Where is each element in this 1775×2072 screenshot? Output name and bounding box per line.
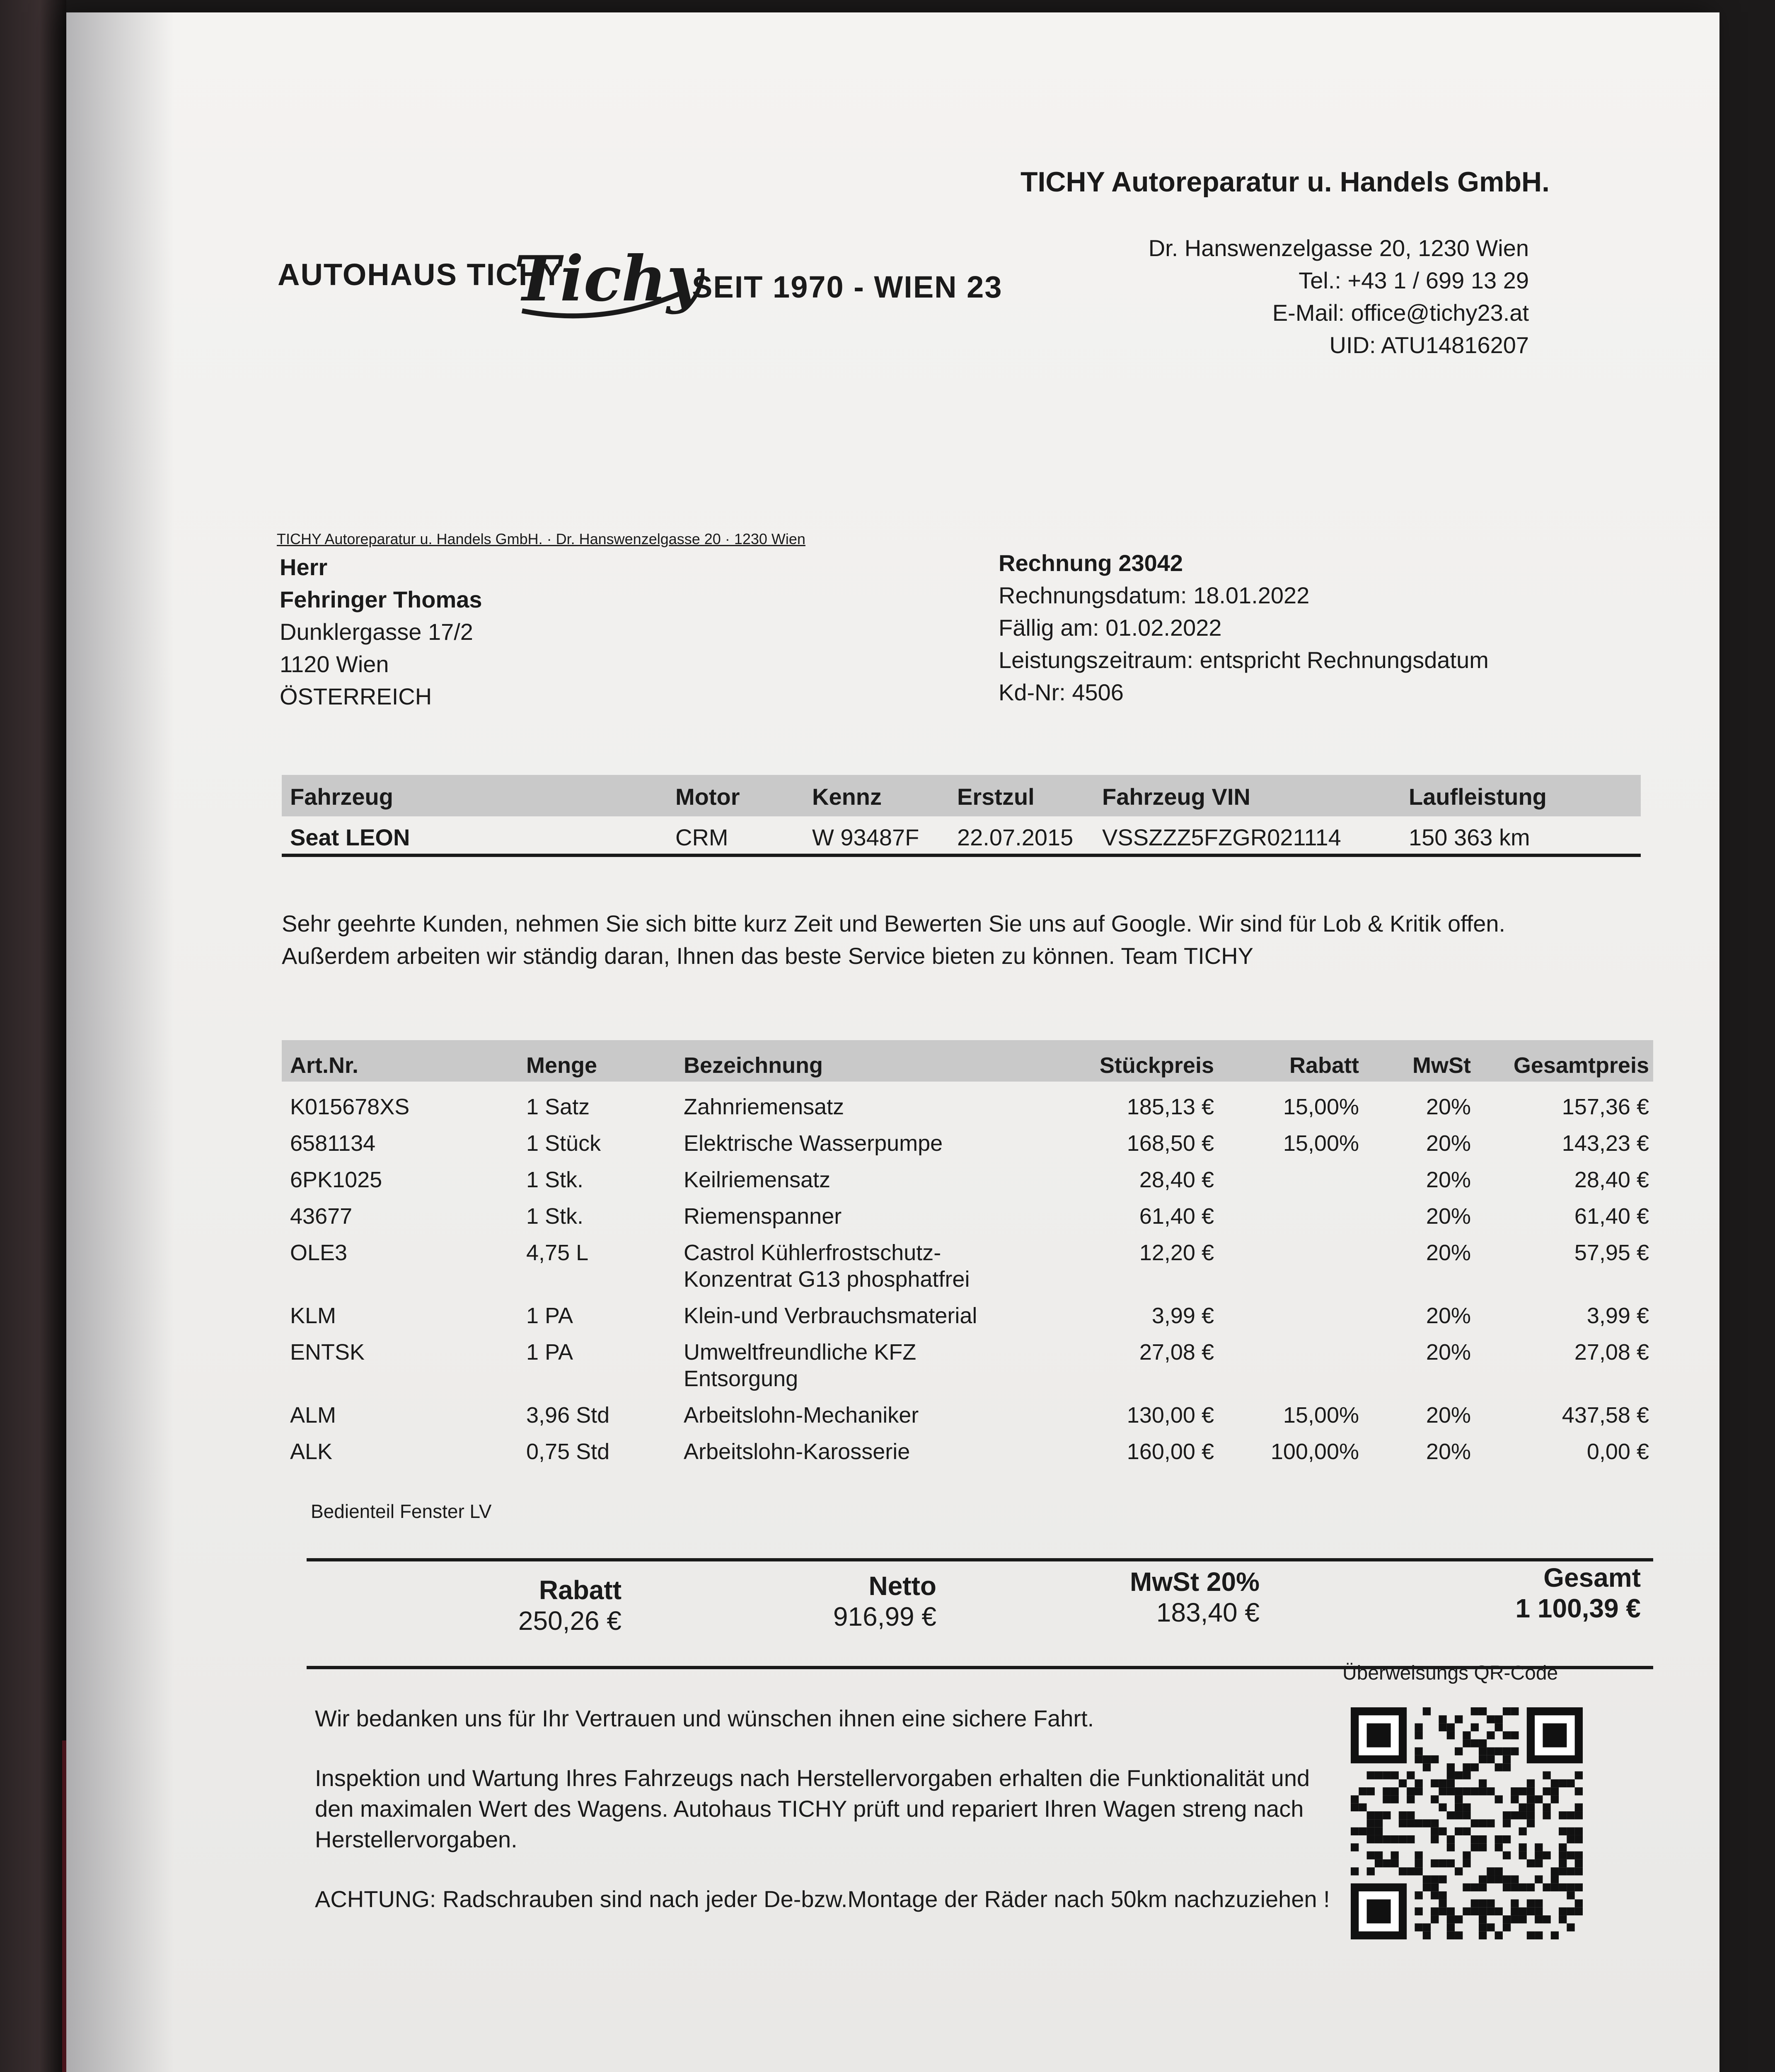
- recipient-salutation: Herr: [280, 554, 328, 580]
- intro-line-1: Sehr geehrte Kunden, nehmen Sie sich bitte kurz Zeit und Bewerten Sie uns auf Google. Wir sind für Lob & Kritik offen.: [282, 910, 1506, 937]
- recipient-country: ÖSTERREICH: [280, 683, 432, 709]
- item-quantity: 1 Stk.: [526, 1167, 584, 1192]
- item-total: 157,36 €: [1562, 1094, 1649, 1119]
- item-quantity: 1 Satz: [526, 1094, 590, 1119]
- total-gesamt-value: 1 100,39 €: [1515, 1593, 1641, 1623]
- vehicle-header-fahrzeug: Fahrzeug: [290, 784, 393, 810]
- company-phone: Tel.: +43 1 / 699 13 29: [1299, 267, 1529, 293]
- company-email: E-Mail: office@tichy23.at: [1272, 300, 1529, 326]
- sender-line: TICHY Autoreparatur u. Handels GmbH. · Dr. Hanswenzelgasse 20 · 1230 Wien: [277, 530, 805, 547]
- brand-right-text: SEIT 1970 - WIEN 23: [692, 270, 1003, 304]
- item-row: [282, 1240, 1653, 1303]
- total-gesamt-label: Gesamt: [1543, 1563, 1641, 1593]
- item-art-nr: 6PK1025: [290, 1167, 382, 1192]
- item-vat: 20%: [1426, 1439, 1471, 1464]
- item-unit-price: 3,99 €: [1151, 1303, 1214, 1328]
- invoice-due: Fällig am: 01.02.2022: [999, 615, 1222, 641]
- item-description-line2: Konzentrat G13 phosphatfrei: [684, 1267, 970, 1292]
- items-header-stueckpreis: Stückpreis: [1099, 1053, 1214, 1078]
- total-netto-value: 916,99 €: [833, 1602, 936, 1631]
- vehicle-vin: VSSZZZ5FZGR021114: [1102, 824, 1341, 850]
- item-quantity: 1 PA: [526, 1303, 573, 1328]
- item-art-nr: KLM: [290, 1303, 336, 1328]
- item-unit-price: 160,00 €: [1127, 1439, 1214, 1464]
- totals-top-rule: [307, 1558, 1653, 1561]
- item-description: Zahnriemensatz: [684, 1094, 844, 1119]
- item-row: [282, 1094, 1653, 1130]
- item-total: 3,99 €: [1586, 1303, 1649, 1328]
- item-description: Keilriemensatz: [684, 1167, 831, 1192]
- company-contact: [1149, 232, 1529, 361]
- items-header-gesamtpreis: Gesamtpreis: [1513, 1053, 1649, 1078]
- item-vat: 20%: [1426, 1340, 1471, 1365]
- items-header-menge: Menge: [526, 1053, 597, 1078]
- logo-text: Tichy: [514, 242, 703, 315]
- vehicle-mileage: 150 363 km: [1409, 824, 1530, 850]
- item-description-line2: Entsorgung: [684, 1366, 798, 1391]
- item-discount: 15,00%: [1283, 1094, 1359, 1119]
- page-shadow: [66, 12, 174, 2072]
- invoice-page: [66, 12, 1719, 2072]
- items-header-bezeichnung: Bezeichnung: [684, 1053, 823, 1078]
- vehicle-header-erstzul: Erstzul: [957, 784, 1035, 810]
- inspection-text: Inspektion und Wartung Ihres Fahrzeugs nach Herstellervorgaben erhalten die Funktionalität und den maximalen Wert des Wagens. Autohaus TICHY prüft und repariert Ihren Wagen streng nach Herstellervorgaben.: [315, 1765, 1310, 1852]
- vehicle-plate: W 93487F: [812, 824, 919, 850]
- item-art-nr: 43677: [290, 1204, 353, 1229]
- total-mwst-value: 183,40 €: [1156, 1598, 1260, 1627]
- intro-line-2: Außerdem arbeiten wir ständig daran, Ihnen das beste Service bieten zu können. Team TICHY: [282, 943, 1254, 969]
- item-description: Umweltfreundliche KFZ: [684, 1340, 917, 1365]
- item-discount: 100,00%: [1270, 1439, 1359, 1464]
- item-total: 61,40 €: [1574, 1204, 1649, 1229]
- items-header-mwst: MwSt: [1412, 1053, 1471, 1078]
- item-row: [282, 1303, 1653, 1339]
- vehicle-header-kennz: Kennz: [812, 784, 882, 810]
- total-rabatt: [389, 1575, 621, 1636]
- invoice-meta: [999, 547, 1489, 709]
- item-row: [282, 1167, 1653, 1203]
- total-gesamt: [1342, 1562, 1641, 1624]
- item-discount: 15,00%: [1283, 1403, 1359, 1428]
- item-art-nr: 6581134: [290, 1131, 376, 1156]
- item-total: 437,58 €: [1562, 1403, 1649, 1428]
- brand-left-text: AUTOHAUS TICHY: [278, 257, 563, 292]
- item-art-nr: ENTSK: [290, 1340, 365, 1365]
- item-note: Bedienteil Fenster LV: [311, 1501, 492, 1522]
- vehicle-registration-date: 22.07.2015: [957, 824, 1074, 850]
- item-vat: 20%: [1426, 1167, 1471, 1192]
- items-header-rabatt: Rabatt: [1289, 1053, 1359, 1078]
- item-description: Castrol Kühlerfrostschutz-: [684, 1240, 941, 1265]
- item-unit-price: 168,50 €: [1127, 1131, 1214, 1156]
- item-art-nr: ALK: [290, 1439, 333, 1464]
- item-total: 57,95 €: [1574, 1240, 1649, 1265]
- vehicle-model: Seat LEON: [290, 824, 410, 850]
- payment-qr-code: [1351, 1707, 1583, 1939]
- items-header-artnr: Art.Nr.: [290, 1053, 359, 1078]
- items-table-header: [282, 1040, 1653, 1082]
- item-description: Riemenspanner: [684, 1204, 842, 1229]
- item-art-nr: K015678XS: [290, 1094, 410, 1119]
- recipient-street: Dunklergasse 17/2: [280, 619, 473, 645]
- item-total: 0,00 €: [1586, 1439, 1649, 1464]
- tichy-logo: [505, 228, 704, 336]
- item-unit-price: 27,08 €: [1139, 1340, 1214, 1365]
- item-total: 28,40 €: [1574, 1167, 1649, 1192]
- item-row: [282, 1203, 1653, 1240]
- item-unit-price: 185,13 €: [1127, 1094, 1214, 1119]
- intro-text: [282, 908, 1649, 972]
- total-rabatt-label: Rabatt: [539, 1575, 621, 1605]
- item-quantity: 4,75 L: [526, 1240, 589, 1265]
- item-vat: 20%: [1426, 1204, 1471, 1229]
- company-address: Dr. Hanswenzelgasse 20, 1230 Wien: [1148, 235, 1529, 261]
- item-row: [282, 1402, 1653, 1439]
- item-total: 143,23 €: [1562, 1131, 1649, 1156]
- item-vat: 20%: [1426, 1303, 1471, 1328]
- warning-text: ACHTUNG: Radschrauben sind nach jeder De-bzw.Montage der Räder nach 50km nachzuziehen !: [315, 1886, 1330, 1912]
- vehicle-table-row: [282, 821, 1641, 857]
- recipient-address: [280, 551, 482, 713]
- item-description: Klein-und Verbrauchsmaterial: [684, 1303, 977, 1328]
- item-row: [282, 1439, 1653, 1475]
- item-quantity: 1 Stk.: [526, 1204, 584, 1229]
- company-uid: UID: ATU14816207: [1329, 332, 1529, 358]
- recipient-name: Fehringer Thomas: [280, 586, 482, 612]
- vehicle-header-vin: Fahrzeug VIN: [1102, 784, 1250, 810]
- item-vat: 20%: [1426, 1131, 1471, 1156]
- items-table-body: [282, 1094, 1653, 1475]
- qr-code-label: Überweisungs QR-Code: [1342, 1662, 1558, 1684]
- item-unit-price: 28,40 €: [1139, 1167, 1214, 1192]
- thanks-text: Wir bedanken uns für Ihr Vertrauen und wünschen ihnen eine sichere Fahrt.: [315, 1705, 1094, 1731]
- item-description: Arbeitslohn-Karosserie: [684, 1439, 910, 1464]
- item-discount: 15,00%: [1283, 1131, 1359, 1156]
- total-rabatt-value: 250,26 €: [518, 1606, 621, 1636]
- item-unit-price: 130,00 €: [1127, 1403, 1214, 1428]
- item-vat: 20%: [1426, 1094, 1471, 1119]
- item-vat: 20%: [1426, 1240, 1471, 1265]
- item-quantity: 1 Stück: [526, 1131, 601, 1156]
- item-unit-price: 12,20 €: [1139, 1240, 1214, 1265]
- binder-cover: [0, 0, 66, 2072]
- item-art-nr: ALM: [290, 1403, 336, 1428]
- company-name: TICHY Autoreparatur u. Handels GmbH.: [1020, 166, 1550, 198]
- total-mwst-label: MwSt 20%: [1130, 1567, 1260, 1597]
- item-unit-price: 61,40 €: [1139, 1204, 1214, 1229]
- item-description: Arbeitslohn-Mechaniker: [684, 1403, 919, 1428]
- customer-number: Kd-Nr: 4506: [999, 679, 1124, 705]
- item-art-nr: OLE3: [290, 1240, 348, 1265]
- item-quantity: 1 PA: [526, 1340, 573, 1365]
- item-row: [282, 1339, 1653, 1402]
- item-quantity: 0,75 Std: [526, 1439, 610, 1464]
- total-netto-label: Netto: [868, 1571, 936, 1601]
- item-vat: 20%: [1426, 1403, 1471, 1428]
- invoice-period: Leistungszeitraum: entspricht Rechnungsdatum: [999, 647, 1489, 673]
- vehicle-table-header: [282, 775, 1641, 816]
- invoice-date: Rechnungsdatum: 18.01.2022: [999, 582, 1310, 608]
- invoice-title: Rechnung 23042: [999, 550, 1183, 576]
- recipient-city: 1120 Wien: [280, 651, 389, 677]
- item-description: Elektrische Wasserpumpe: [684, 1131, 943, 1156]
- totals-block: [307, 1563, 1653, 1662]
- closing-text: [315, 1703, 1351, 1944]
- vehicle-header-motor: Motor: [675, 784, 740, 810]
- total-mwst: [1011, 1566, 1260, 1628]
- item-total: 27,08 €: [1574, 1340, 1649, 1365]
- item-quantity: 3,96 Std: [526, 1403, 610, 1428]
- total-netto: [680, 1571, 936, 1632]
- vehicle-header-laufleistung: Laufleistung: [1409, 784, 1547, 810]
- item-row: [282, 1130, 1653, 1167]
- vehicle-motor: CRM: [675, 824, 728, 850]
